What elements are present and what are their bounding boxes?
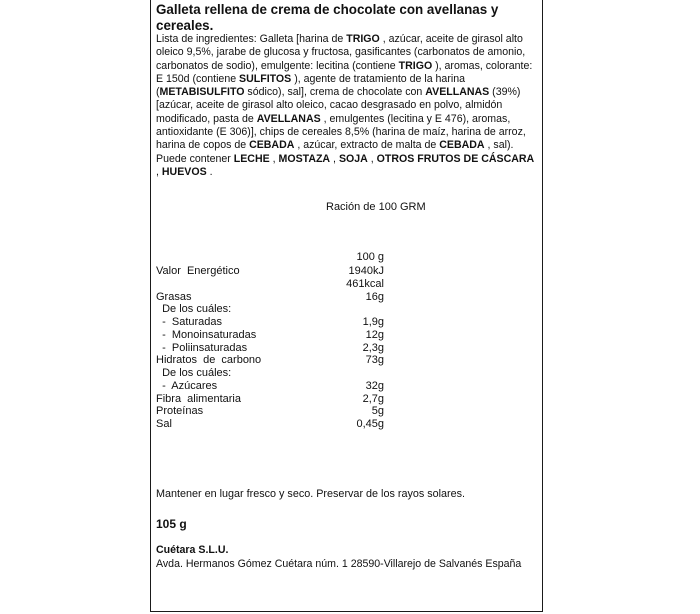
- allergen: LECHE: [233, 152, 270, 165]
- allergen: METABISULFITO: [159, 86, 245, 99]
- nutrient-label: - Monoinsaturadas: [156, 328, 257, 341]
- nutrition-row: [156, 380, 388, 393]
- ingredient-text: ,: [156, 165, 162, 178]
- nutrition-row: [156, 367, 388, 380]
- nutrient-value: 73g: [365, 354, 384, 367]
- ration-label: Ración de 100 GRM: [326, 201, 426, 213]
- allergen: CEBADA: [249, 139, 295, 152]
- nutrition-row: [156, 303, 388, 316]
- nutrient-label: - Poliinsaturadas: [156, 341, 248, 354]
- nutrition-row: [156, 291, 388, 304]
- storage-instructions: Mantener en lugar fresco y seco. Preservar de los rayos solares.: [156, 488, 466, 500]
- nutrition-row: [156, 418, 388, 431]
- nutrition-row: [156, 265, 388, 278]
- allergen: TRIGO: [398, 59, 433, 72]
- ingredient-text: ), agente de tratamiento de la harina (: [156, 72, 465, 99]
- net-weight: 105 g: [156, 517, 187, 531]
- nutrition-row: [156, 316, 388, 329]
- nutrient-label: Valor Energético: [156, 265, 240, 277]
- ingredient-text: , azúcar, aceite de girasol alto oleico 9,5%, jarabe de glucosa y fructosa, gasificantes (carbonatos de amonio, carbonatos de sodio), emulgente: lecitina (contiene: [156, 33, 526, 72]
- nutrient-value: 5g: [371, 405, 384, 418]
- nutrition-column-header: 100 g: [356, 251, 384, 263]
- nutrient-value: 12g: [365, 328, 384, 341]
- nutrient-value: 1,9g: [362, 316, 384, 328]
- nutrient-label: Proteínas: [156, 405, 204, 418]
- nutrient-label: - Saturadas: [156, 316, 223, 328]
- ingredient-text: sódico), sal], crema de chocolate con: [244, 86, 426, 99]
- nutrient-value: 2,7g: [362, 392, 384, 405]
- nutrition-row: [156, 354, 388, 367]
- nutrient-label: De los cuáles:: [156, 303, 232, 316]
- ingredient-text: ,: [269, 152, 279, 165]
- company-name: Cuétara S.L.U.: [156, 544, 229, 556]
- nutrient-value: 32g: [365, 379, 384, 392]
- nutrition-row: [156, 278, 388, 291]
- nutrition-row: [156, 342, 388, 355]
- allergen: TRIGO: [346, 33, 380, 45]
- nutrition-row: [156, 329, 388, 342]
- nutrient-label: De los cuáles:: [156, 367, 232, 379]
- ingredient-text: , emulgentes (lecitina y E 476), aromas, antioxidante (E 306)], chips de cereales 8,5% (harina de maíz, harina de arroz, harina de copos de: [156, 112, 526, 152]
- ingredients-list: [156, 33, 538, 179]
- nutrition-row: [156, 393, 388, 406]
- allergen: MOSTAZA: [278, 152, 331, 165]
- allergen: SOJA: [338, 152, 368, 165]
- ingredient-text: , sal). Puede contener: [156, 139, 514, 165]
- nutrient-label: Fibra alimentaria: [156, 392, 241, 405]
- company-address: Avda. Hermanos Gómez Cuétara núm. 1 28590-Villarejo de Salvanés España: [156, 558, 522, 570]
- nutrient-value: 2,3g: [362, 341, 384, 354]
- product-title: Galleta rellena de crema de chocolate con avellanas y cereales.: [156, 2, 499, 33]
- ingredient-text: ,: [330, 152, 339, 165]
- nutrient-value: 461kcal: [346, 277, 384, 290]
- allergen: AVELLANAS: [256, 112, 321, 125]
- ingredient-text: Lista de ingredientes: Galleta [harina de: [156, 33, 347, 45]
- allergen: AVELLANAS: [425, 86, 490, 99]
- allergen: OTROS FRUTOS DE CÁSCARA: [376, 152, 535, 165]
- nutrient-label: Hidratos de carbono: [156, 354, 262, 367]
- nutrition-row: [156, 405, 388, 418]
- nutrient-label: - Azúcares: [156, 379, 218, 392]
- allergen: SULFITOS: [239, 72, 292, 85]
- nutrient-value: 16g: [365, 290, 384, 303]
- ingredient-text: (39%) [azúcar, aceite de girasol alto oleico, cacao desgrasado en polvo, almidón modificado, pasta de: [156, 86, 521, 125]
- ingredient-text: .: [206, 165, 213, 178]
- allergen: HUEVOS: [161, 165, 207, 178]
- nutrient-label: Sal: [156, 418, 172, 430]
- allergen: CEBADA: [439, 139, 485, 152]
- ingredient-text: ), aromas, colorante: E 150d (contiene: [156, 59, 533, 85]
- nutrient-value: 0,45g: [356, 418, 384, 430]
- ingredient-text: ,: [367, 152, 377, 165]
- nutrient-label: Grasas: [156, 290, 192, 303]
- nutrient-value: 1940kJ: [348, 265, 384, 277]
- ingredient-text: , azúcar, extracto de malta de: [294, 139, 440, 152]
